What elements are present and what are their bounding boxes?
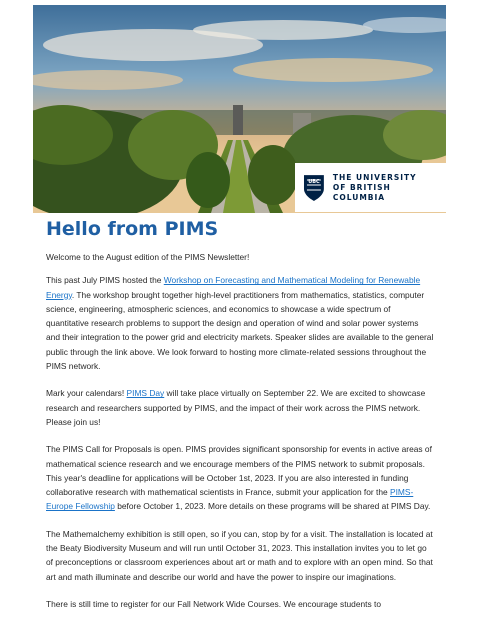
courses-paragraph: There is still time to register for our Fall Network Wide Courses. We encourage students to (46, 598, 381, 609)
svg-text:UBC: UBC (308, 178, 320, 185)
workshop-text-before: This past July PIMS hosted the (46, 275, 164, 286)
proposals-text-before: The PIMS Call for Proposals is open. PIMS provides significant sponsorship for events in active areas of mathematical science research and we encourage members of the PIMS network to submit proposals. This year's deadline for applications will be October 1st, 2023. If you are also interested in funding collaborative research with mathematical scientists in France, submit your application for the (46, 444, 432, 498)
pims-day-text-before: Mark your calendars! (46, 388, 127, 399)
newsletter-body (46, 217, 434, 611)
pims-day-text-after: will take place virtually on September 22. We are excited to showcase research and researchers supported by PIMS, and the impact of their work across the PIMS network. Please join us! (46, 388, 426, 427)
ubc-wordmark-line2: OF BRITISH COLUMBIA (332, 182, 391, 202)
pims-europe-fellowship-link[interactable]: PIMS-Europe Fellowship (46, 487, 414, 512)
ubc-wordmark-line1: THE UNIVERSITY (332, 172, 417, 182)
pims-day-link[interactable]: PIMS Day (126, 388, 165, 399)
ubc-logo (295, 163, 446, 212)
page-title: Hello from PIMS (46, 218, 219, 240)
workshop-link[interactable]: Workshop on Forecasting and Mathematical Modeling for Renewable Energy (46, 275, 421, 300)
mathemalchemy-paragraph: The Mathemalchemy exhibition is still open, so if you can, stop by for a visit. The installation is located at the Beaty Biodiversity Museum and will run until October 31, 2023. This installation invites you to let go of preconceptions or classroom experiences about art or math and to explore with an open mind. So that art and math illuminate and describe our world and have the power to inspire our imaginations. (46, 528, 433, 582)
proposals-text-after: before October 1, 2023. More details on these programs will be shared at PIMS Day. (114, 501, 431, 512)
ubc-wordmark (333, 173, 446, 203)
pims-day-paragraph (46, 386, 434, 429)
workshop-paragraph (46, 273, 434, 373)
call-for-proposals-paragraph (46, 442, 434, 513)
intro-paragraph: Welcome to the August edition of the PIMS Newsletter! (46, 252, 250, 262)
ubc-shield-icon (303, 174, 325, 202)
workshop-text-after: . The workshop brought together high-level practitioners from mathematics, statistics, computer science, engineering, atmospheric sciences, and economics to showcase a wide spectrum of quantitative research problems to support the design and operation of wind and solar power systems and their integration to the power grid and electricity markets. Speaker slides are available to the general public through the link above. We look forward to hosting more climate-related sessions throughout the PIMS network. (46, 289, 434, 372)
